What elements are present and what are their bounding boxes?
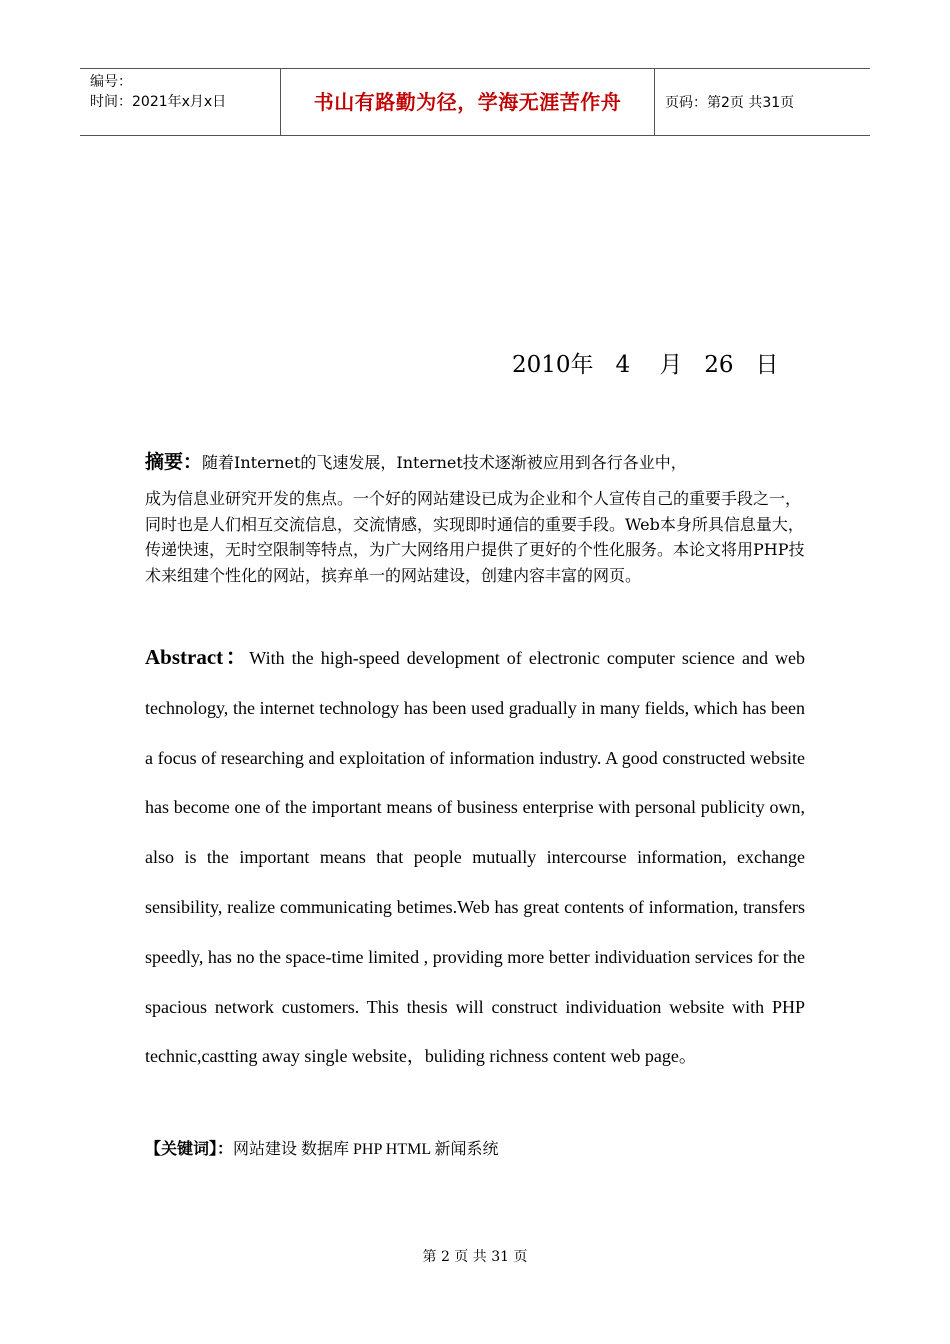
header-table bbox=[80, 68, 870, 136]
document-date: 2010年 4 月 26 日 bbox=[512, 352, 779, 378]
abstract-zh-first-line bbox=[145, 450, 805, 475]
header-number-label: 编号： bbox=[90, 74, 132, 90]
abstract-en bbox=[145, 633, 805, 1082]
abstract-zh-label: 摘要： bbox=[145, 451, 203, 473]
keywords bbox=[145, 1136, 499, 1162]
abstract-en-label: Abstract： bbox=[145, 645, 250, 669]
header-page-info: 页码：第2页 共31页 bbox=[665, 95, 795, 111]
header-meta-cell bbox=[80, 69, 281, 135]
abstract-en-text: With the high-speed development of electronic computer science and web technology, the internet technology has been used gradually in many fields, which has been a focus of researching and exploitation of information industry. A good constructed website has become one of the important means of business enterprise with personal publicity own, also is the important means that people mutually intercourse information, exchange sensibility, realize communicating betimes.Web has great contents of information, transfers speedly, has no the space-time limited , providing more better individuation services for the spacious network customers. This thesis will construct individuation website with PHP technic,castting away single website，buliding richness content web page。 bbox=[145, 648, 805, 1067]
keywords-label: 【关键词】： bbox=[145, 1139, 234, 1158]
header-time: 时间：2021年x月x日 bbox=[90, 94, 227, 110]
page-footer: 第 2 页 共 31 页 bbox=[422, 1249, 528, 1265]
abstract-zh-body: 成为信息业研究开发的焦点。一个好的网站建设已成为企业和个人宣传自己的重要手段之一，同时也是人们相互交流信息，交流情感，实现即时通信的重要手段。Web本身所具信息量大，传递快速，无时空限制等特点，为广大网络用户提供了更好的个性化服务。本论文将用PHP技术来组建个性化的网站，摈弃单一的网站建设，创建内容丰富的网页。 bbox=[145, 489, 805, 585]
keywords-text: 网站建设 数据库 PHP HTML 新闻系统 bbox=[233, 1141, 499, 1158]
abstract-zh-first-text: 随着Internet的飞速发展，Internet技术逐渐被应用到各行各业中， bbox=[202, 453, 687, 472]
header-motto: 书山有路勤为径，学海无涯苦作舟 bbox=[281, 69, 655, 135]
